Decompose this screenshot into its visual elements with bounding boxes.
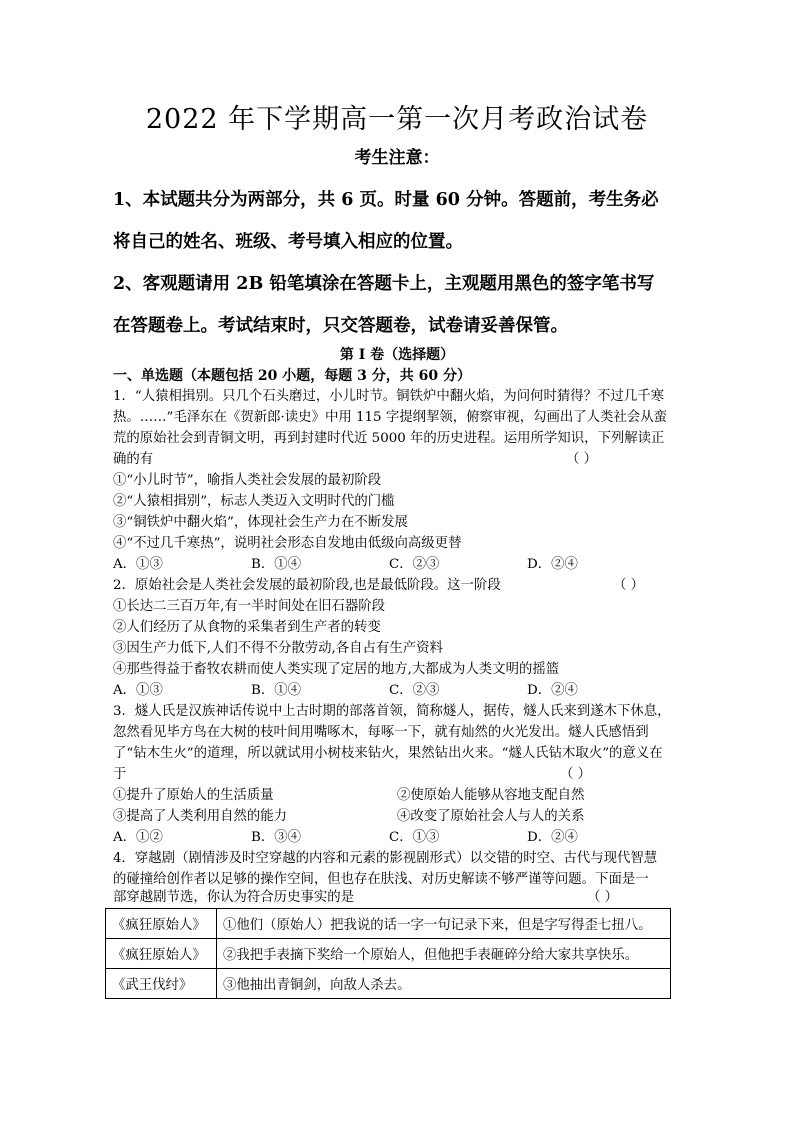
q2-stem: 2．原始社会是人类社会发展的最初阶段,也是最低阶段。这一阶段 [113, 578, 501, 593]
q3-option-c: C．①③ [389, 830, 440, 845]
q3-stem-line: 忽然看见毕方鸟在大树的枝叶间用嘴啄木，每啄一下，就有灿然的火光发出。燧人氏感悟到 [113, 725, 649, 740]
q2-option-a: A．①③ [113, 683, 163, 698]
notice-heading: 考生注意： [354, 148, 440, 168]
q2-option-d: D．②④ [527, 683, 578, 698]
notice-line: 2、客观题请用 2B 铅笔填涂在答题卡上，主观题用黑色的签字笔书写 [113, 274, 655, 294]
q4-stem-line: 4．穿越剧（剧情涉及时空穿越的内容和元素的影视剧形式）以交错的时空、古代与现代智慧 [113, 851, 658, 866]
q2-item: ②人们经历了从食物的采集者到生产者的转变 [113, 620, 381, 635]
q3-stem-line: 3．燧人氏是汉族神话传说中上古时期的部落首领，简称燧人，据传，燧人氏来到遂木下休息， [113, 704, 671, 719]
q3-option-b: B．③④ [251, 830, 302, 845]
q1-option-d: D．②④ [527, 557, 578, 572]
q2-item: ①长达二三百万年,有一半时间处在旧石器阶段 [113, 599, 386, 614]
drama-title-cell: 《疯狂原始人》 [106, 939, 217, 969]
q3-stem-line: 了“钻木生火”的道理，所以就试用小树枝来钻火，果然钻出火来。“燧人氏钻木取火”的意义在 [113, 746, 663, 761]
drama-plot-cell: ①他们（原始人）把我说的话一字一句记录下来，但是字写得歪七扭八。 [217, 909, 671, 939]
q1-item: ①“小儿时节”，喻指人类社会发展的最初阶段 [113, 473, 382, 488]
q3-stem-line: 于 [113, 767, 127, 782]
q1-option-b: B．①④ [251, 557, 302, 572]
q1-stem-line: 热。……”毛泽东在《贺新郎·读史》中用 115 字提纲挈领，俯察审视，勾画出了人类社会从蛮 [113, 410, 668, 425]
part-heading: 第 I 卷（选择题） [339, 347, 455, 363]
drama-plot-cell: ②我把手表摘下奖给一个原始人，但他把手表砸碎分给大家共享快乐。 [217, 939, 671, 969]
notice-line: 在答题卷上。考试结束时，只交答题卷，试卷请妥善保管。 [113, 316, 568, 336]
q2-item: ③因生产力低下,人们不得不分散劳动,各自占有生产资料 [113, 641, 443, 656]
q1-answer-paren: （ ） [566, 452, 598, 467]
q3-item: ②使原始人能够从容地支配自然 [397, 788, 585, 803]
section-heading: 一、单选题（本题包括 20 小题，每题 3 分，共 60 分） [113, 368, 471, 384]
q4-stem-line: 部穿越剧节选，你认为符合历史事实的是 [113, 890, 355, 905]
notice-line: 将自己的姓名、班级、考号填入相应的位置。 [113, 232, 463, 252]
table-row [106, 909, 671, 939]
table-row [106, 969, 671, 999]
q1-stem-line: 1．“人猿相揖别。只几个石头磨过，小儿时节。铜铁炉中翻火焰，为问何时猜得？不过几千寒 [113, 389, 664, 404]
q1-stem-line: 荒的原始社会到青铜文明，再到封建时代近 5000 年的历史进程。运用所学知识，下列解读正 [113, 431, 665, 446]
q2-answer-paren: （ ） [613, 578, 645, 593]
exam-title: 2022 年下学期高一第一次月考政治试卷 [145, 104, 649, 135]
table-row [106, 939, 671, 969]
q3-item: ①提升了原始人的生活质量 [113, 788, 274, 803]
q1-item: ④“不过几千寒热”，说明社会形态自发地由低级向高级更替 [113, 536, 462, 551]
q2-option-b: B．①④ [251, 683, 302, 698]
q2-option-c: C．②③ [389, 683, 440, 698]
q1-option-c: C．②③ [389, 557, 440, 572]
q1-item: ③“铜铁炉中翻火焰”，体现社会生产力在不断发展 [113, 515, 408, 530]
drama-title-cell: 《武王伐纣》 [106, 969, 217, 999]
q3-option-a: A．①② [113, 830, 163, 845]
q4-stem-line: 的碰撞给创作者以足够的操作空间，但也存在肤浅、对历史解读不够严谨等问题。下面是一 [113, 872, 649, 887]
q3-item: ③提高了人类利用自然的能力 [113, 809, 288, 824]
q4-drama-table [105, 908, 671, 999]
q1-option-a: A．①③ [113, 557, 163, 572]
q3-item: ④改变了原始社会人与人的关系 [397, 809, 585, 824]
notice-line: 1、本试题共分为两部分，共 6 页。时量 60 分钟。答题前，考生务必 [113, 190, 659, 210]
drama-title-cell: 《疯狂原始人》 [106, 909, 217, 939]
q1-stem-line: 确的有 [113, 452, 154, 467]
q1-item: ②“人猿相揖别”，标志人类迈入文明时代的门槛 [113, 494, 395, 509]
drama-plot-cell: ③他抽出青铜剑，向敌人杀去。 [217, 969, 671, 999]
q3-answer-paren: （ ） [560, 767, 592, 782]
q4-answer-paren: （ ） [587, 890, 619, 905]
q2-item: ④那些得益于畜牧农耕而使人类实现了定居的地方,大都成为人类文明的摇篮 [113, 662, 560, 677]
q3-option-d: D．②④ [527, 830, 578, 845]
